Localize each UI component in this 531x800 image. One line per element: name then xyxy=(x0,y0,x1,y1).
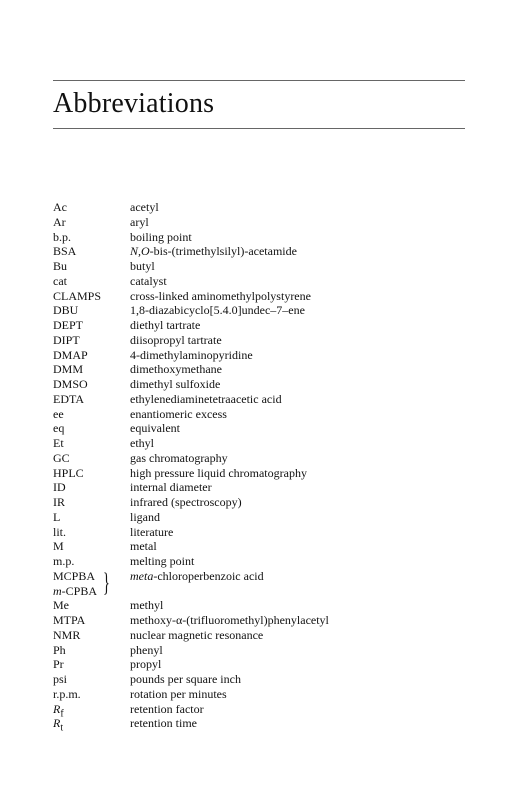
abbreviation-term xyxy=(53,702,130,717)
abbreviation-term: DMAP xyxy=(53,347,88,362)
term-rest: -CPBA xyxy=(61,583,98,598)
abbreviation-definition: rotation per minutes xyxy=(130,686,227,701)
list-item xyxy=(53,628,473,643)
abbreviation-term: ee xyxy=(53,406,64,421)
term-subscript: t xyxy=(60,722,64,734)
abbreviation-definition: melting point xyxy=(130,554,195,568)
list-item xyxy=(53,672,473,687)
abbreviation-term: MTPA xyxy=(53,613,86,627)
definition-italic-part: meta xyxy=(130,568,154,583)
term-subscript: f xyxy=(60,707,64,719)
list-item xyxy=(53,569,473,599)
abbreviation-term: DIPT xyxy=(53,332,80,347)
abbreviation-term xyxy=(53,716,130,734)
term-italic-part: R xyxy=(53,716,61,731)
abbreviation-term: r.p.m. xyxy=(53,686,81,701)
list-item xyxy=(53,303,473,318)
page-title: Abbreviations xyxy=(53,88,215,119)
abbreviation-term: Pr xyxy=(53,657,64,672)
list-item xyxy=(53,407,473,422)
abbreviation-term: IR xyxy=(53,495,65,509)
abbreviation-definition: metal xyxy=(130,539,157,554)
list-item xyxy=(53,392,473,407)
abbreviation-definition: acetyl xyxy=(130,200,159,214)
abbreviation-term-line xyxy=(53,584,130,599)
definition-italic-part: N,O xyxy=(130,244,150,259)
list-item xyxy=(53,539,473,554)
abbreviation-definition: dimethoxymethane xyxy=(130,362,222,377)
list-item xyxy=(53,613,473,628)
list-item xyxy=(53,318,473,333)
abbreviation-term: m.p. xyxy=(53,554,75,568)
list-item xyxy=(53,244,473,259)
list-item xyxy=(53,598,473,613)
abbreviation-definition: propyl xyxy=(130,657,162,672)
list-item xyxy=(53,643,473,658)
abbreviation-list xyxy=(53,200,473,734)
bottom-rule xyxy=(53,128,465,129)
abbreviation-definition: methyl xyxy=(130,598,164,613)
abbreviation-definition: retention time xyxy=(130,716,197,731)
abbreviation-term: DEPT xyxy=(53,318,83,332)
abbreviation-definition: cross-linked aminomethylpolystyrene xyxy=(130,288,311,303)
list-item xyxy=(53,362,473,377)
abbreviation-term: Et xyxy=(53,436,64,450)
abbreviation-definition: ethyl xyxy=(130,436,154,450)
abbreviation-definition: dimethyl sulfoxide xyxy=(130,377,221,391)
abbreviation-term: lit. xyxy=(53,524,67,539)
abbreviation-term: Ar xyxy=(53,214,66,229)
abbreviation-term: eq xyxy=(53,421,65,436)
definition-rest: -chloroperbenzoic acid xyxy=(153,568,264,583)
abbreviation-definition: aryl xyxy=(130,214,149,229)
abbreviation-term: DBU xyxy=(53,303,79,318)
list-item xyxy=(53,333,473,348)
list-item xyxy=(53,348,473,363)
abbreviation-term: M xyxy=(53,539,64,554)
abbreviation-definition: phenyl xyxy=(130,642,163,657)
abbreviation-definition: butyl xyxy=(130,259,155,273)
abbreviation-term: GC xyxy=(53,450,70,465)
abbreviation-term: BSA xyxy=(53,244,77,259)
abbreviation-definition: methoxy-α-(trifluoromethyl)phenylacetyl xyxy=(130,613,329,627)
abbreviation-definition: high pressure liquid chromatography xyxy=(130,465,307,480)
list-item xyxy=(53,436,473,451)
abbreviation-definition: infrared (spectroscopy) xyxy=(130,495,242,509)
abbreviation-definition: ligand xyxy=(130,509,160,524)
abbreviation-definition: diisopropyl tartrate xyxy=(130,332,222,347)
list-item xyxy=(53,480,473,495)
abbreviation-definition: retention factor xyxy=(130,701,204,716)
list-item xyxy=(53,554,473,569)
abbreviation-definition: diethyl tartrate xyxy=(130,318,201,332)
abbreviation-definition: equivalent xyxy=(130,421,180,436)
list-item xyxy=(53,215,473,230)
list-item xyxy=(53,259,473,274)
term-italic-part: m xyxy=(53,583,62,598)
list-item xyxy=(53,687,473,702)
abbreviation-definition: literature xyxy=(130,524,174,539)
list-item xyxy=(53,466,473,481)
list-item xyxy=(53,289,473,304)
brace-glyph: } xyxy=(103,567,110,597)
abbreviation-term-line: MCPBA xyxy=(53,568,96,583)
abbreviation-definition: 1,8-diazabicyclo[5.4.0]undec–7–ene xyxy=(130,303,305,318)
abbreviation-term: psi xyxy=(53,672,68,686)
list-item xyxy=(53,657,473,672)
list-item xyxy=(53,230,473,245)
abbreviation-term: HPLC xyxy=(53,465,84,480)
abbreviation-definition: 4-dimethylaminopyridine xyxy=(130,347,253,362)
top-rule xyxy=(53,80,465,81)
abbreviation-term: Ac xyxy=(53,200,67,214)
abbreviation-definition: internal diameter xyxy=(130,480,212,495)
abbreviation-term: CLAMPS xyxy=(53,288,102,303)
list-item xyxy=(53,495,473,510)
term-italic-part: R xyxy=(53,701,61,716)
abbreviation-term: Me xyxy=(53,598,69,613)
abbreviation-term xyxy=(53,569,130,599)
abbreviation-term: Ph xyxy=(53,642,66,657)
list-item xyxy=(53,200,473,215)
abbreviation-definition: enantiomeric excess xyxy=(130,406,227,421)
list-item xyxy=(53,274,473,289)
definition-rest: -bis-(trimethylsilyl)-acetamide xyxy=(149,244,297,259)
abbreviation-definition: boiling point xyxy=(130,229,192,244)
abbreviation-definition: pounds per square inch xyxy=(130,672,241,686)
list-item xyxy=(53,451,473,466)
abbreviation-term: Bu xyxy=(53,259,68,273)
list-item xyxy=(53,702,473,717)
abbreviation-term: DMSO xyxy=(53,377,88,391)
abbreviation-term: cat xyxy=(53,273,67,288)
abbreviation-term: EDTA xyxy=(53,391,85,406)
list-item xyxy=(53,421,473,436)
list-item xyxy=(53,510,473,525)
abbreviation-term: ID xyxy=(53,480,66,495)
list-item xyxy=(53,377,473,392)
abbreviation-term: L xyxy=(53,509,61,524)
list-item xyxy=(53,525,473,540)
abbreviation-definition: nuclear magnetic resonance xyxy=(130,627,264,642)
abbreviation-definition: gas chromatography xyxy=(130,450,228,465)
abbreviation-definition xyxy=(130,569,473,599)
abbreviation-definition: catalyst xyxy=(130,273,167,288)
abbreviation-definition xyxy=(130,244,473,259)
abbreviation-definition: ethylenediaminetetraacetic acid xyxy=(130,391,282,406)
abbreviation-term: b.p. xyxy=(53,229,71,244)
list-item xyxy=(53,716,473,734)
abbreviation-term: NMR xyxy=(53,627,81,642)
abbreviation-term: DMM xyxy=(53,362,84,377)
